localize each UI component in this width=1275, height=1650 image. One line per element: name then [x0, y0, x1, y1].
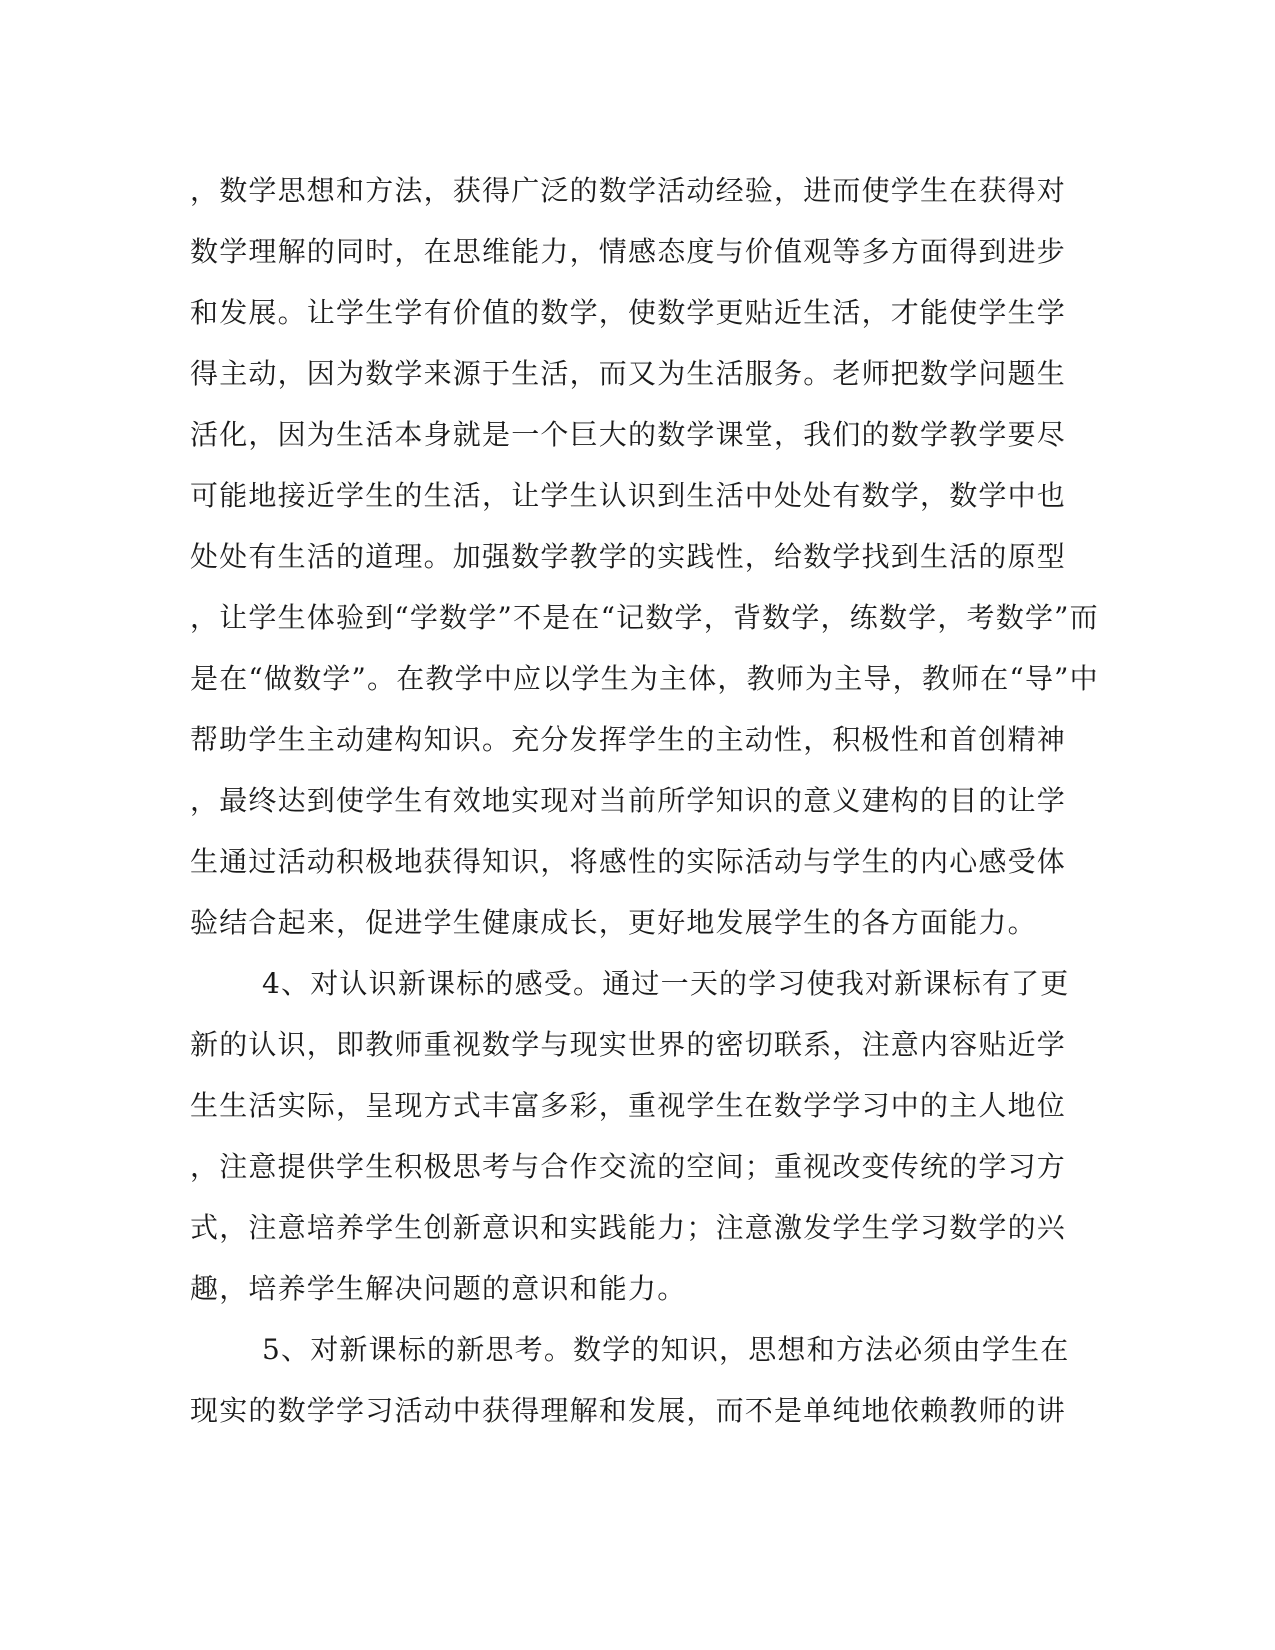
- text-line: 生通过活动积极地获得知识，将感性的实际活动与学生的内心感受体: [190, 845, 1067, 878]
- text-line: 可能地接近学生的生活，让学生认识到生活中处处有数学，数学中也: [190, 479, 1067, 512]
- text-line: 得主动，因为数学来源于生活，而又为生活服务。老师把数学问题生: [190, 357, 1067, 390]
- text-line: 生生活实际，呈现方式丰富多彩，重视学生在数学学习中的主人地位: [190, 1089, 1067, 1122]
- text-line: 和发展。让学生学有价值的数学，使数学更贴近生活，才能使学生学: [190, 296, 1067, 329]
- text-line: ，让学生体验到“学数学”不是在“记数学，背数学，练数学，考数学”而: [190, 601, 1099, 634]
- text-line: ，注意提供学生积极思考与合作交流的空间；重视改变传统的学习方: [190, 1150, 1067, 1183]
- text-line: 新的认识，即教师重视数学与现实世界的密切联系，注意内容贴近学: [190, 1028, 1067, 1061]
- text-line: 处处有生活的道理。加强数学教学的实践性，给数学找到生活的原型: [190, 540, 1067, 573]
- text-line: 验结合起来，促进学生健康成长，更好地发展学生的各方面能力。: [190, 906, 1037, 939]
- text-line: 是在“做数学”。在教学中应以学生为主体，教师为主导，教师在“导”中: [190, 662, 1099, 695]
- paragraph-4-heading-line: 4、对认识新课标的感受。通过一天的学习使我对新课标有了更: [262, 967, 1070, 1000]
- text-line: ，数学思想和方法，获得广泛的数学活动经验，进而使学生在获得对: [190, 174, 1067, 207]
- text-line: 帮助学生主动建构知识。充分发挥学生的主动性，积极性和首创精神: [190, 723, 1067, 756]
- text-line: 现实的数学学习活动中获得理解和发展，而不是单纯地依赖教师的讲: [190, 1394, 1067, 1427]
- text-line: 式，注意培养学生创新意识和实践能力；注意激发学生学习数学的兴: [190, 1211, 1067, 1244]
- text-line: 趣，培养学生解决问题的意识和能力。: [190, 1272, 687, 1305]
- paragraph-5-heading-line: 5、对新课标的新思考。数学的知识，思想和方法必须由学生在: [262, 1333, 1070, 1366]
- body-text: [190, 160, 1099, 1441]
- text-line: ，最终达到使学生有效地实现对当前所学知识的意义建构的目的让学: [190, 784, 1067, 817]
- text-line: 活化，因为生活本身就是一个巨大的数学课堂，我们的数学教学要尽: [190, 418, 1067, 451]
- text-line: 数学理解的同时，在思维能力，情感态度与价值观等多方面得到进步: [190, 235, 1067, 268]
